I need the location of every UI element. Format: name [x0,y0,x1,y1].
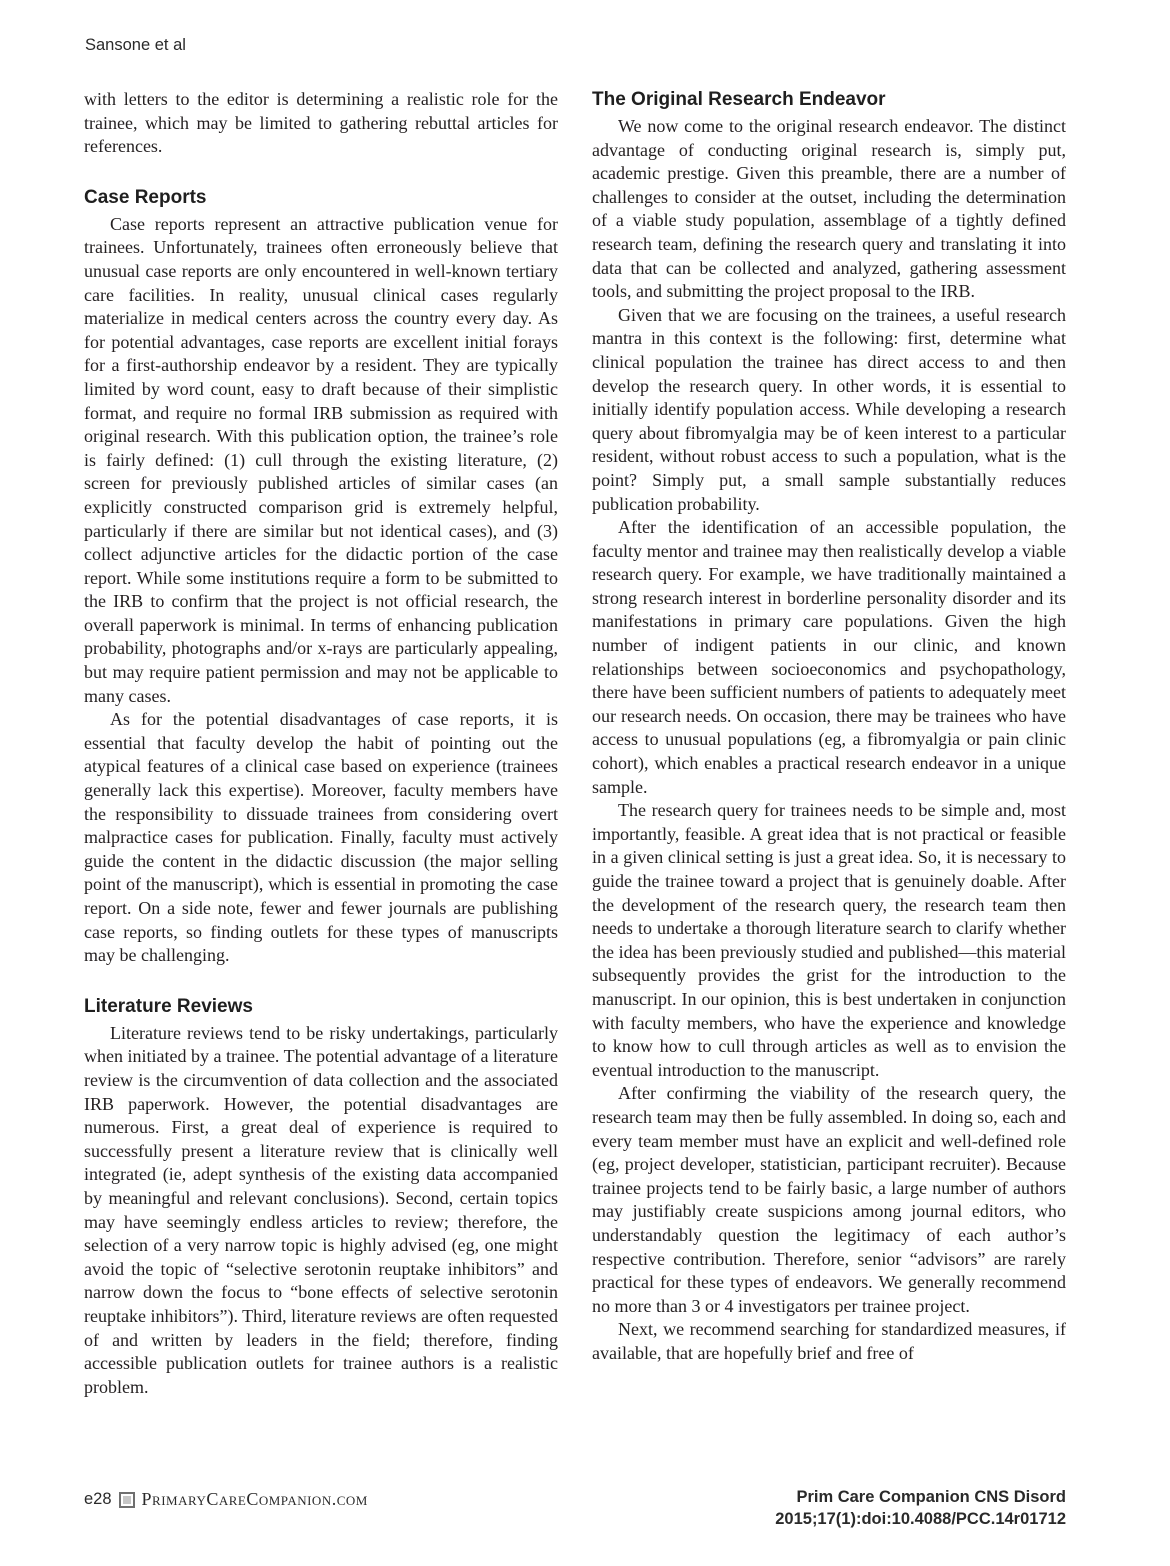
footer-left [84,1489,368,1510]
continuation-paragraph: with letters to the editor is determining a realistic role for the trainee, which may be limited to gathering rebuttal articles for references. [84,89,558,157]
page-number: e28 [84,1490,112,1508]
journal-website: PrimaryCareCompanion.com [141,1489,368,1509]
journal-name: Prim Care Companion CNS Disord [796,1488,1066,1506]
page-footer [84,1486,1066,1530]
paragraph: As for the potential disadvantages of case reports, it is essential that faculty develop the habit of pointing out the atypical features of a clinical case based on experience (trainees generally lack this expertise). Moreover, faculty members have the responsibility to dissuade trainees from considering overt malpractice cases for publication. Finally, faculty must actively guide the content in the didactic discussion (the major selling point of the manuscript), which is essential in promoting the case report. On a side note, fewer and fewer journals are publishing case reports, so finding outlets for these types of manuscripts may be challenging. [84,709,558,966]
section-heading-original-research-endeavor: The Original Research Endeavor [592,89,886,110]
square-bullet-icon [119,1492,135,1508]
paragraph: Given that we are focusing on the trainees, a useful research mantra in this context is the following: first, determine what clinical population the trainee has direct access to and then develop the research query. In other words, it is essential to initially identify population access. While developing a research query about fibromyalgia may be of keen interest to a particular resident, without robust access to such a population, what is the point? Simply put, a small sample substantially reduces publication probability. [592,304,1066,514]
footer-right [775,1486,1066,1530]
paragraph: Literature reviews tend to be risky undertakings, particularly when initiated by a trainee. The potential advantage of a literature review is the circumvention of data collection and the associated IRB paperwork. However, the potential disadvantages are numerous. First, a great deal of experience is required to successfully present a literature review that is clinically well integrated (ie, adept synthesis of the existing data accompanied by meaningful and relevant conclusions). Second, certain topics may have seemingly endless articles to review; therefore, the selection of a very narrow topic is highly advised (eg, one might avoid the topic of “selective serotonin reuptake inhibitors” and narrow down the focus to “bone effects of selective serotonin reuptake inhibitors”). Third, literature reviews are often requested of and written by leaders in the field; therefore, finding accessible publication outlets for trainee authors is a realistic problem. [84,1022,558,1397]
section-heading-literature-reviews: Literature Reviews [84,995,253,1017]
section-heading-case-reports: Case Reports [84,186,207,208]
right-column [592,88,1066,1399]
paragraph: Next, we recommend searching for standardized measures, if available, that are hopefully brief and free of [592,1319,1066,1363]
left-column [84,88,558,1399]
citation-doi: 2015;17(1):doi:10.4088/PCC.14r01712 [775,1510,1066,1528]
running-head: Sansone et al [85,36,186,54]
paragraph: The research query for trainees needs to be simple and, most importantly, feasible. A great idea that is not practical or feasible in a given clinical setting is just a great idea. So, it is necessary to guide the trainee toward a project that is genuinely doable. After the development of the research query, the research team then needs to undertake a thorough literature search to clarify whether the idea has been previously studied and published—this material subsequently provides the grist for the introduction to the manuscript. In our opinion, this is best undertaken in conjunction with faculty members, who have the experience and knowledge to know how to cull through articles as well as to envision the eventual introduction to the manuscript. [592,800,1066,1080]
paragraph: After confirming the viability of the research query, the research team may then be fully assembled. In doing so, each and every team member must have an explicit and well-defined role (eg, project developer, statistician, participant recruiter). Because trainee projects tend to be fairly basic, a large number of authors may justifiably create suspicions among journal editors, who understandably question the legitimacy of each author’s respective contribution. Therefore, senior “advisors” are rarely practical for these types of endeavors. We generally recommend no more than 3 or 4 investigators per trainee project. [592,1083,1066,1316]
article-body [84,88,1066,1399]
paragraph: After the identification of an accessible population, the faculty mentor and trainee may then realistically develop a viable research query. For example, we have traditionally maintained a strong research interest in borderline personality disorder and its manifestations in primary care populations. Given the high number of indigent patients in our clinic, and known relationships between socioeconomics and psychopathology, there have been sufficient numbers of patients to adequately meet our research needs. On occasion, there may be trainees who have access to unusual populations (eg, a fibromyalgia or pain clinic cohort), which enables a practical research endeavor in a unique sample. [592,517,1066,797]
paragraph: Case reports represent an attractive publication venue for trainees. Unfortunately, trainees often erroneously believe that unusual case reports are only encountered in well-known tertiary care facilities. In reality, unusual clinical cases regularly materialize in medical centers across the country every day. As for potential advantages, case reports are excellent initial forays for a first-authorship endeavor by a resident. They are typically limited by word count, easy to draft because of their simplistic format, and require no formal IRB submission as required with original research. With this publication option, the trainee’s role is fairly defined: (1) cull through the existing literature, (2) screen for previously published articles of similar cases (an explicitly constructed comparison grid is extremely helpful, particularly if there are similar but not identical cases), and (3) collect adjunctive articles for the didactic portion of the case report. While some institutions require a form to be submitted to the IRB to confirm that the project is not official research, the overall paperwork is minimal. In terms of enhancing publication probability, photographs and/or x-rays are particularly appealing, but may require patient permission and may not be applicable to many cases. [84,213,558,706]
paragraph: We now come to the original research endeavor. The distinct advantage of conducting original research is, simply put, academic prestige. Given this preamble, there are a number of challenges to consider at the outset, including the determination of a viable study population, assemblage of a tightly defined research team, defining the research query and translating it into data that can be collected and analyzed, gathering assessment tools, and submitting the project proposal to the IRB. [592,116,1066,302]
